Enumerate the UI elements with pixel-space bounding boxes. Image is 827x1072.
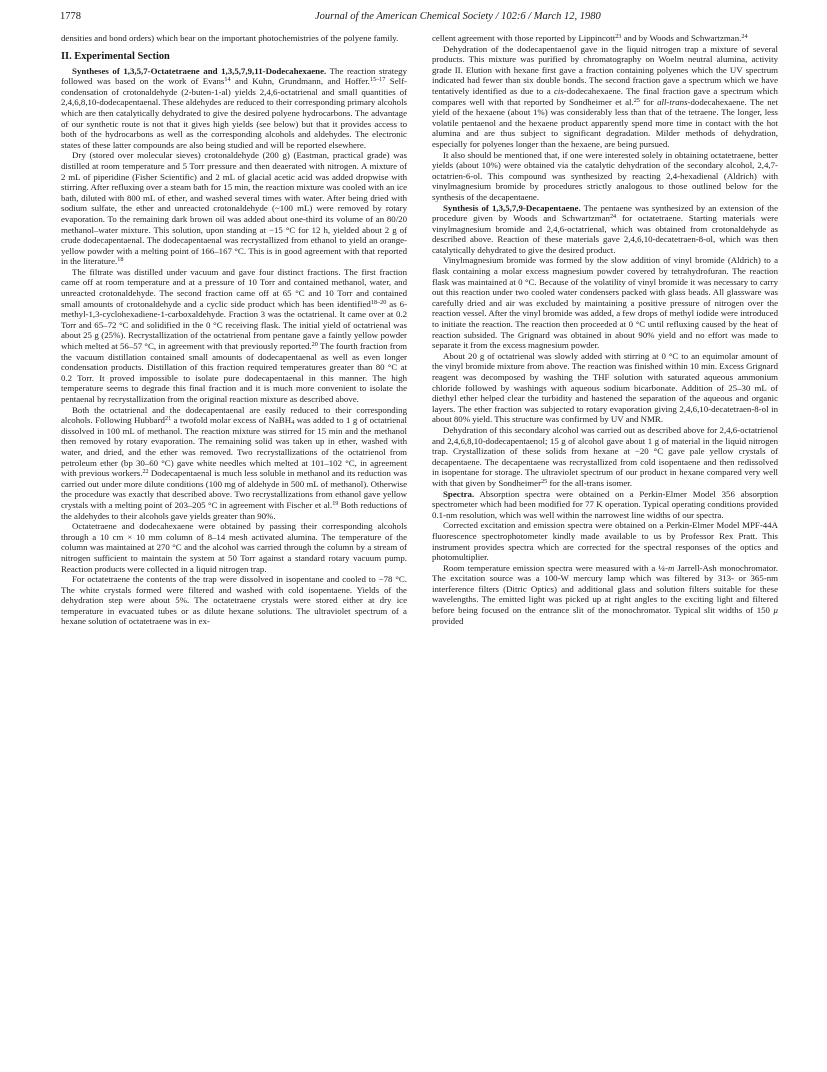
reference-superscript: 14 bbox=[224, 76, 231, 84]
paragraph-dodecahexaene: Dehydration of the dodecapentaenol gave in the liquid nitrogen trap a mixture of several products. This mixture was purified by chromatography on Woelm neutral alumina, activity grade II. Elution with hexane first gave a fraction containing polyenes which the UV spectrum indicated had fewer than six double bonds. The second fraction gave a spectrum which we have tentatively identified as due to a cis-dodecahexaene. The final fraction gave a spectrum which compares well with that reported by Sondheimer et al.$^{25}$ for all-trans-dodecahexaene. The net yield of the hexaene (about 1%) was considerably less than that of the tetraene. The longer, less volatile pentaenol and the hexaene product apparently spend more time in contact with the hot alumina and are thus subject to significant degradation. Milder methods of dehydration, especially for polyenes longer than the hexaene, are being pursued. bbox=[432, 43, 778, 149]
paragraph-dehydration: Octatetraene and dodecahexaene were obtained by passing their corresponding alcohols through a 10 cm × 10 mm column of 8–14 mesh activated alumina. The temperature of the column was maintained at 270 °C and the alcohol was carried through the column by a stream of nitrogen sufficient to maintain the system at 50 Torr against a standard rotary vacuum pump. Reaction products were collected in a liquid nitrogen trap. bbox=[61, 521, 407, 574]
reference-superscript: 23 bbox=[615, 33, 622, 40]
paragraph-emission: Room temperature emission spectra were measured with a ¼-m Jarrell-Ash monochromator. The excitation source was a 100-W mercury lamp which was filtered by 313- or 365-nm interference filters (Ditric Optics) and additional glass and solution filters suitable for these wavelengths. The emitted light was picked up at right angles to the exciting light and filtered before being focused on the entrance slit of the monochromator. Typical slit widths of 150 μ provided bbox=[432, 562, 778, 626]
subsection-title: Synthesis of 1,3,5,7,9-Decapentaene. bbox=[443, 202, 581, 213]
reference-superscript: 22 bbox=[142, 468, 149, 476]
reference-superscript: 21 bbox=[164, 415, 172, 423]
reference-superscript: 25 bbox=[633, 96, 640, 104]
paragraph-crotonaldehyde: Dry (stored over molecular sieves) crotonaldehyde (200 g) (Eastman, practical grade) was distilled at room temperature and 5 Torr pressure and then deaerated with nitrogen. A mixture of 2 mL of piperidine (Fisher Scientific) and 2 mL of glacial acetic acid was added dropwise with stirring. After refluxing over a steam bath for 15 min, the reaction mixture was cooled with an ice bath, diluted with 800 mL of ether, and washed several times with water. After being dried with sodium sulfate, the ether and unreacted crotonaldehyde (~100 mL) were removed by rotary evaporation. To the remaining dark brown oil was added about one-third its volume of an 80/20 methanol–water mixture. This solution, upon standing at −15 °C for 12 h, yielded about 2 g of crude dodecapentaenal. The dodecapentaenal was recrystallized from ethanol to yield an orange-yellow powder with a melting point of 166–167 °C. This is in good agreement with that reported in the literature.$^{18}$ bbox=[61, 150, 407, 267]
intro-continuation: densities and bond orders) which bear on the important photochemistries of the polyene family. bbox=[61, 33, 399, 43]
journal-citation: Journal of the American Chemical Society / 102:6 / March 12, 1980 bbox=[315, 11, 601, 22]
reference-superscript: 18 bbox=[117, 256, 124, 264]
subsection-title: Spectra. bbox=[443, 488, 475, 499]
left-column bbox=[61, 33, 407, 1067]
paragraph-synthesis-decapentaene: Synthesis of 1,3,5,7,9-Decapentaene. The pentaene was synthesized by an extension of the procedure given by Woods and Schwartzman$^{24}$ for octatetraene. Starting materials were vinylmagnesium bromide and 2,4,6-octatrienal, which was obtained from crotonaldehyde as described above. Reaction of these materials gave 2,4,6,10-decatetraen-8-ol, which was then catalytically dehydrated to give the desired product. bbox=[432, 202, 778, 255]
paragraph-continuation: cellent agreement with those reported by Lippincott$^{23}$ and by Woods and Schwartzman.$^{24}$ bbox=[432, 33, 748, 43]
paragraph-synthesis-octatetraene: Syntheses of 1,3,5,7-Octatetraene and 1,3,5,7,9,11-Dodecahexaene. The reaction strategy followed was based on the work of Evans$^{14}$ and Kuhn, Grundmann, and Hoffer.$^{15-17}$ Self-condensation of crotonaldehyde (2-buten-1-al) yields 2,4,6-octatrienal and small quantities of 2,4,6,8,10-dodecapentaenal. These aldehydes are reduced to their corresponding primary alcohols which are then catalytically dehydrated to give the desired polyene hydrocarbons. The advantage of our synthetic route is not that it gives high yields (see below) but that it provides access to both of the hydrocarbons as well as the corresponding alcohols and aldehydes. The electronic states of these latter compounds are also being studied and will be reported elsewhere. bbox=[61, 65, 407, 150]
reference-superscript: 15–17 bbox=[369, 76, 386, 84]
right-column bbox=[432, 33, 778, 1067]
paragraph-spectra: Spectra. Absorption spectra were obtained on a Perkin-Elmer Model 356 absorption spectrometer which had been modified for 77 K operation. Typical operating conditions provided 0.1-nm resolution, which was well within the narrowest line widths of our spectra. bbox=[432, 488, 778, 520]
paragraph-octatrienol: It also should be mentioned that, if one were interested solely in obtaining octatetraene, better yields (about 10%) were obtained via the catalytic dehydration of the secondary alcohol, 2,4,7-octatrien-6-ol. This compound was synthesized by reacting 2,4-hexadienal (Aldrich) with vinylmagnesium bromide by procedures strictly analogous to those outlined below for the synthesis of the decapentaene. bbox=[432, 149, 778, 202]
paragraph-distillation: The filtrate was distilled under vacuum and gave four distinct fractions. The first fraction came off at room temperature and at a pressure of 10 Torr and contained methanol, water, and unreacted crotonaldehyde. The second fraction came off at 65 °C and 10 Torr and contained small amounts of crotonaldehyde and a cyclic side product which has been identified$^{18-20}$ as 6-methyl-1,3-cyclohexadiene-1-carboxaldehyde. Fraction 3 was the octatrienal. It came over at 0.2 Torr and 65–72 °C and solidified in the 0 °C receiving flask. The initial yield of octatrienal was about 25 g (25%). Recrystallization of the octatrienal from pentane gave a faintly yellow powder which melted at 56–57 °C, in agreement with that previously reported.$^{20}$ The fourth fraction from the vacuum distillation contained small amounts of dodecapentaenal as well as even longer condensation products. Distillation of this fraction required temperatures greater than 80 °C at 0.2 Torr. It proved impossible to isolate pure dodecapentaenal in this manner. The high temperature seems to degrade this final fraction and it is much more convenient to isolate the pentaenal by recrystallization from the original reaction mixture as described above. bbox=[61, 266, 407, 404]
paragraph-decapentaene-dehydration: Dehydration of this secondary alcohol was carried out as described above for 2,4,6-octatrienol and 2,4,6,8,10-dodecapentaenol; 15 g of alcohol gave about 1 g of material in the liquid nitrogen trap. Crystallization of these solids from hexane at −20 °C gave pale yellow crystals of decapentaene. The decapentaene was recrystallized from cold isopentaene and then redissolved in isopentane for storage. The ultraviolet spectrum of our product in hexane compared very well with that given by Sondheimer$^{25}$ for the all-trans isomer. bbox=[432, 424, 778, 488]
reference-superscript: 20 bbox=[311, 341, 318, 349]
paragraph-reduction: Both the octatrienal and the dodecapentaenal are easily reduced to their corresponding alcohols. Following Hubbard$^{21}$ a twofold molar excess of NaBH$_4$ was added to 1 g of octatrienal dissolved in 100 mL of methanol. The reaction mixture was stirred for 15 min and the methanol then removed by rotary evaporation. The remaining solid was taken up in ether, washed with water, and dried, and the ether was removed. Two recrystallizations of the octatrienol from petroleum ether (bp 30–60 °C) gave white needles which melted at 101–102 °C, in agreement with previous workers.$^{22}$ Dodecapentaenal is much less soluble in methanol and its reduction was carried out under more dilute conditions (100 mg of aldehyde in 500 mL of methanol). Otherwise the procedure was exactly that described above. Two recrystallizations from ethanol gave yellow crystals with a melting point of 203–205 °C in agreement with Fischer et al.$^{19}$ Both reductions of the aldehydes to their alcohols gave yields greater than 90%. bbox=[61, 404, 407, 521]
subsection-title: Syntheses of 1,3,5,7-Octatetraene and 1,3,5,7,9,11-Dodecahexaene. bbox=[72, 65, 327, 76]
running-head bbox=[60, 10, 778, 26]
paragraph-octatetraene-isolation: For octatetraene the contents of the trap were dissolved in isopentane and cooled to −78 °C. The white crystals formed were filtered and washed with cold isopentaene. Yields of the dehydration step were about 5%. The octatetraene crystals were stored either at dry ice temperature in evacuated tubes or as dilute hexane solutions. The ultraviolet spectrum of a hexane solution of octatetraene was in ex- bbox=[61, 574, 407, 627]
paragraph-decatetraenol: About 20 g of octatrienal was slowly added with stirring at 0 °C to an equimolar amount of the vinyl bromide mixture from above. The reaction was finished within 10 min. Excess Grignard reagent was decomposed by washing the THF solution with saturated aqueous ammonium chloride followed by washings with aqueous sodium bicarbonate. Addition of 25–30 mL of diethyl ether helped clear the turbidity and hastened the separation of the aqueous and organic layers. The ether fraction was subjected to rotary evaporation giving 2,4,6,10-decatetraen-8-ol in about 80% yield. This structure was confirmed by UV and NMR. bbox=[432, 350, 778, 425]
reference-superscript: 19 bbox=[332, 499, 339, 507]
page-number: 1778 bbox=[60, 11, 81, 22]
paragraph-grignard: Vinylmagnesium bromide was formed by the slow addition of vinyl bromide (Aldrich) to a flask containing a molar excess magnesium powder covered by tetrahydrofuran. The reaction flask was maintained at 0 °C. Because of the volatility of vinyl bromide it was necessary to carry out this reaction under two cooled water condensers packed with glass beads. All glassware was carefully dried and air was excluded by maintaining a positive pressure of nitrogen over the reaction vessel. After the vinyl bromide was added, a few drops of methyl iodide were introduced to initiate the reaction. The reaction then proceeded at 0 °C until refluxing caused by the heat of reaction subsided. The Grignard was obtained in about 90% yield and no effort was made to separate it from the excess magnesium powder. bbox=[432, 255, 778, 351]
paragraph-fluorescence: Corrected excitation and emission spectra were obtained on a Perkin-Elmer Model MPF-44A fluorescence spectrophotometer kindly made available to us by Professor Rex Pratt. This instrument provides spectra which are corrected for the spectral responses of the optics and photomultiplier. bbox=[432, 520, 778, 563]
reference-superscript: 24 bbox=[741, 33, 748, 40]
reference-superscript: 25 bbox=[541, 477, 548, 485]
reference-superscript: 18–20 bbox=[370, 298, 387, 306]
reference-superscript: 24 bbox=[609, 213, 617, 221]
subscript: 4 bbox=[291, 419, 295, 427]
section-heading: II. Experimental Section bbox=[61, 50, 170, 62]
